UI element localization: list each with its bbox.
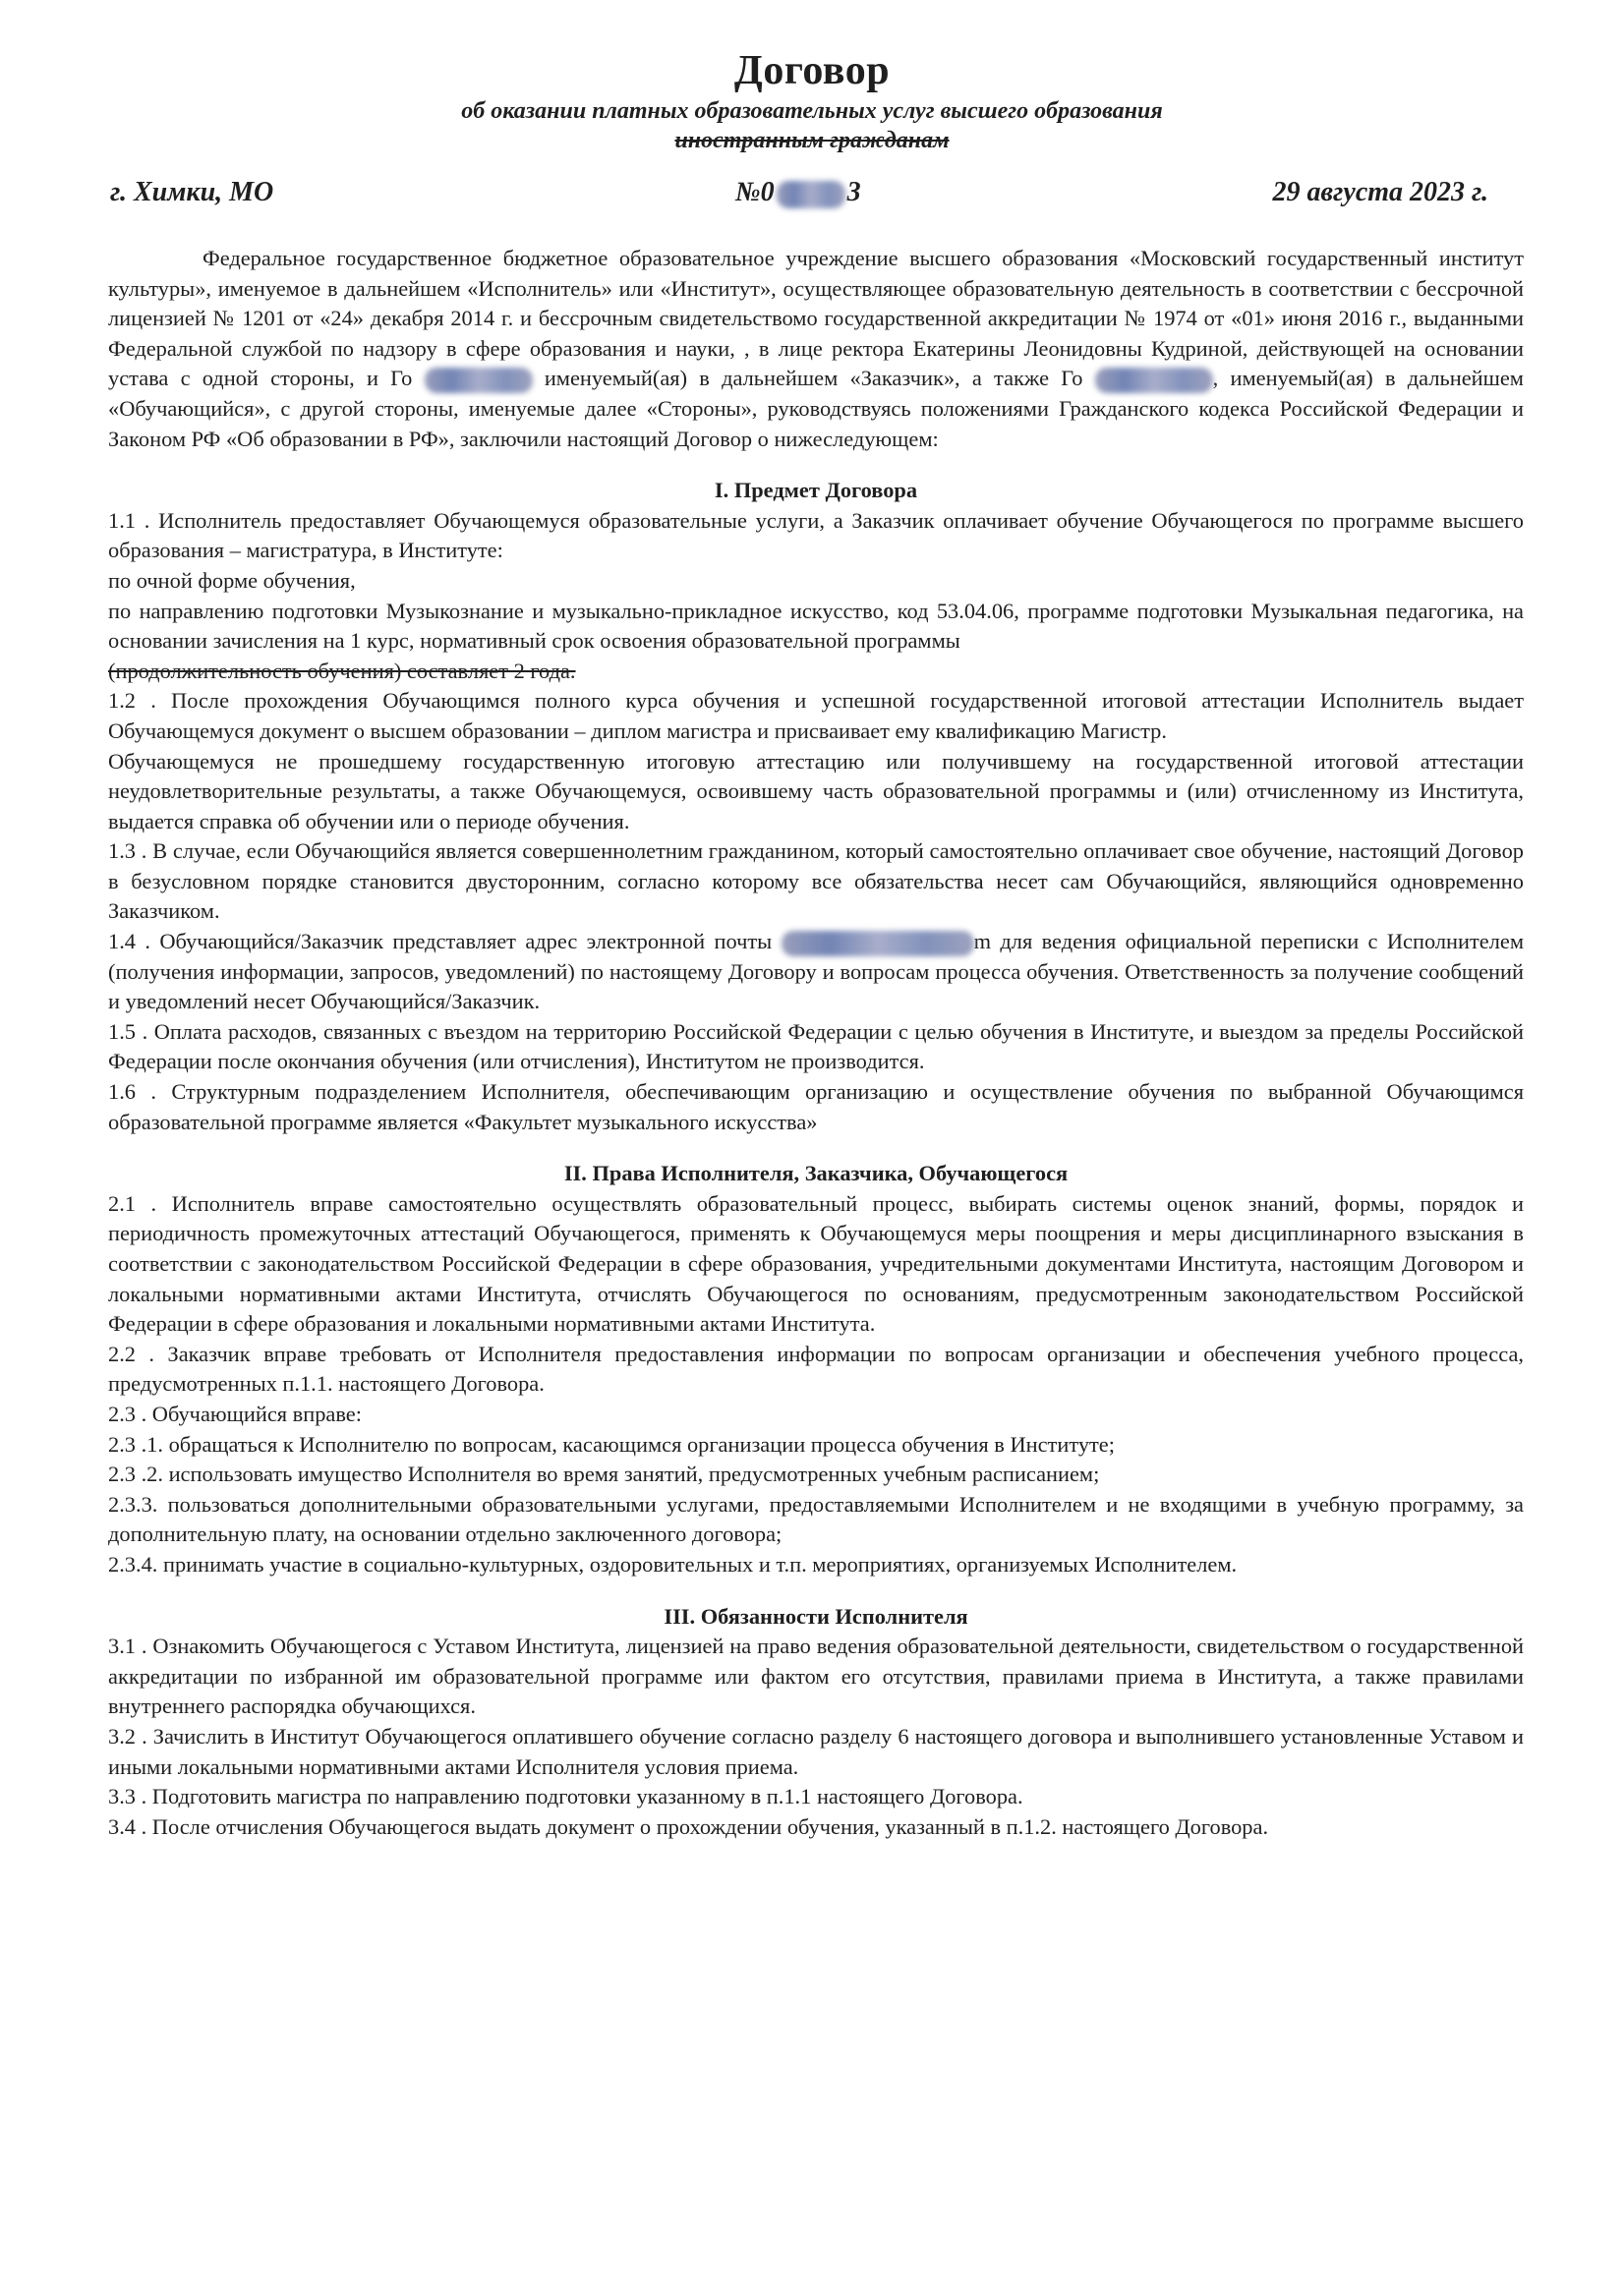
clause-1-1-direction: по направлению подготовки Музыкознание и музыкально-прикладное искусство, код 53.04.06, программе подготовки Музыкальная педагогика, на основании зачисления на 1 курс, нормативный срок освоения образовательной программы <box>108 598 1524 654</box>
redacted-name <box>1095 368 1213 393</box>
clause-1-4-text-a: 1.4 . Обучающийся/Заказчик представляет адрес электронной почты <box>108 929 773 954</box>
clause-1-2-b: Обучающемуся не прошедшему государственную итоговую аттестацию или получившему на государственной итоговой аттестации неудовлетворительные результаты, а также Обучающемуся, освоившему часть образовательной программы и (или) отчисленному из Института, выдается справка об обучении или о периоде обучения. <box>108 748 1524 833</box>
clause-1-4-text-b: m для ведения официальной переписки с Исполнителем (получения информации, запросов, уведомлений) по настоящему Договору и вопросам процесса обучения. Ответственность за получение сообщений и уведомлений несет Обучающийся/Заказчик. <box>108 929 1524 1014</box>
clause-2-3: 2.3 . Обучающийся вправе: <box>108 1401 362 1426</box>
contract-date: 29 августа 2023 г. <box>1272 177 1488 207</box>
preamble-text-2: именуемый(ая) в дальнейшем «Заказчик», а также Го <box>544 366 1083 391</box>
clause-1-2: 1.2 . После прохождения Обучающимся полного курса обучения и успешной государственной итоговой аттестации Исполнитель выдает Обучающемуся документ о высшем образовании – диплом магистра и присваивает ему квалификацию Магистр. <box>108 688 1524 743</box>
contract-city: г. Химки, МО <box>110 177 274 207</box>
clause-2-2: 2.2 . Заказчик вправе требовать от Исполнителя предоставления информации по вопросам организации и обеспечения учебного процесса, предусмотренных п.1.1. настоящего Договора. <box>108 1341 1524 1397</box>
contract-number-suffix: 3 <box>846 177 861 207</box>
section-2-heading: II. Права Исполнителя, Заказчика, Обучающегося <box>563 1161 1069 1186</box>
clause-3-4: 3.4 . После отчисления Обучающегося выдать документ о прохождении обучения, указанный в п.1.2. настоящего Договора. <box>108 1813 1269 1839</box>
clause-3-1: 3.1 . Ознакомить Обучающегося с Уставом Института, лицензией на право ведения образовательной деятельности, свидетельством о государственной аккредитации по избранной им образовательной программе или фактом его отсутствия, правилами приема в Института, а также правилами внутреннего распорядка обучающихся. <box>108 1634 1524 1719</box>
clause-3-3: 3.3 . Подготовить магистра по направлению подготовки указанному в п.1.1 настоящего Договора. <box>108 1784 1023 1809</box>
contract-number <box>735 177 861 208</box>
clause-1-3: 1.3 . В случае, если Обучающийся является совершеннолетним гражданином, который самостоятельно оплачивает свое обучение, настоящий Договор в безусловном порядке становится двусторонним, согласно которому все обязательства несет сам Обучающийся, являющийся одновременно Заказчиком. <box>108 838 1524 924</box>
clause-1-4 <box>108 927 1524 1017</box>
clause-2-3-4: 2.3.4. принимать участие в социально-культурных, оздоровительных и т.п. мероприятиях, организуемых Исполнителем. <box>108 1551 1238 1577</box>
clause-1-1-duration: (продолжительность обучения) составляет 2 года. <box>108 658 576 683</box>
clause-1-1-form: по очной форме обучения, <box>108 567 356 593</box>
contract-body <box>108 244 1524 1842</box>
redacted-number <box>777 181 845 208</box>
redacted-name <box>425 368 533 393</box>
document-subtitle: об оказании платных образовательных услуг высшего образования <box>461 98 1163 124</box>
redacted-email <box>782 931 974 956</box>
preamble-text-1: Федеральное государственное бюджетное образовательное учреждение высшего образования «Московский государственный институт культуры», именуемое в дальнейшем «Исполнитель» или «Институт», осуществляющее образовательную деятельность в соответствии с бессрочной лицензией № 1201 от «24» декабря 2014 г. и бессрочным свидетельствомо государственной аккредитации № 1974 от «01» июня 2016 г., выданными Федеральной службой по надзору в сфере образования и науки, , в лице ректора Екатерины Леонидовны Кудриной, действующей на основании устава с одной стороны, и Го <box>108 246 1524 391</box>
preamble-paragraph <box>108 244 1524 454</box>
contract-number-prefix: №0 <box>735 177 775 207</box>
section-1-heading: I. Предмет Договора <box>714 478 918 503</box>
clause-2-1: 2.1 . Исполнитель вправе самостоятельно осуществлять образовательный процесс, выбирать системы оценок знаний, формы, порядок и периодичность промежуточных аттестаций Обучающегося, применять к Обучающемуся меры поощрения и меры дисциплинарного взыскания в соответствии с законодательством Российской Федерации в сфере образования, учредительными документами Института, настоящим Договором и локальными нормативными актами Института, отчислять Обучающегося по основаниям, предусмотренным законодательством Российской Федерации в сфере образования и локальными нормативными актами Института. <box>108 1190 1524 1337</box>
document-title: Договор <box>733 48 891 93</box>
clause-2-3-3: 2.3.3. пользоваться дополнительными образовательными услугами, предоставляемыми Исполнителем и не входящими в учебную программу, за дополнительную плату, на основании отдельно заключенного договора; <box>108 1491 1524 1547</box>
section-3-heading: III. Обязанности Исполнителя <box>664 1603 968 1629</box>
preamble-text-3: , именуемый(ая) в дальнейшем «Обучающийся», с другой стороны, именуемые далее «Стороны», руководствуясь положениями Гражданского кодекса Российской Федерации и Законом РФ «Об образовании в РФ», заключили настоящий Договор о нижеследующем: <box>108 366 1524 451</box>
document-subtitle-struck: иностранным гражданам <box>674 128 950 153</box>
clause-2-3-2: 2.3 .2. использовать имущество Исполнителя во время занятий, предусмотренных учебным расписанием; <box>108 1462 1100 1487</box>
clause-1-1: 1.1 . Исполнитель предоставляет Обучающемуся образовательные услуги, а Заказчик оплачивает обучение Обучающегося по программе высшего образования – магистратура, в Институте: <box>108 507 1524 563</box>
clause-1-5: 1.5 . Оплата расходов, связанных с въездом на территорию Российской Федерации с целью обучения в Институте, и выездом за пределы Российской Федерации после окончания обучения (или отчисления), Институтом не производится. <box>108 1018 1524 1074</box>
clause-1-6: 1.6 . Структурным подразделением Исполнителя, обеспечивающим организацию и осуществление обучения по выбранной Обучающимся образовательной программе является «Факультет музыкального искусства» <box>108 1079 1524 1134</box>
clause-3-2: 3.2 . Зачислить в Институт Обучающегося оплатившего обучение согласно разделу 6 настоящего договора и выполнившего установленные Уставом и иными локальными нормативными актами Исполнителя условия приема. <box>108 1723 1524 1779</box>
clause-2-3-1: 2.3 .1. обращаться к Исполнителю по вопросам, касающимся организации процесса обучения в Институте; <box>108 1431 1115 1457</box>
